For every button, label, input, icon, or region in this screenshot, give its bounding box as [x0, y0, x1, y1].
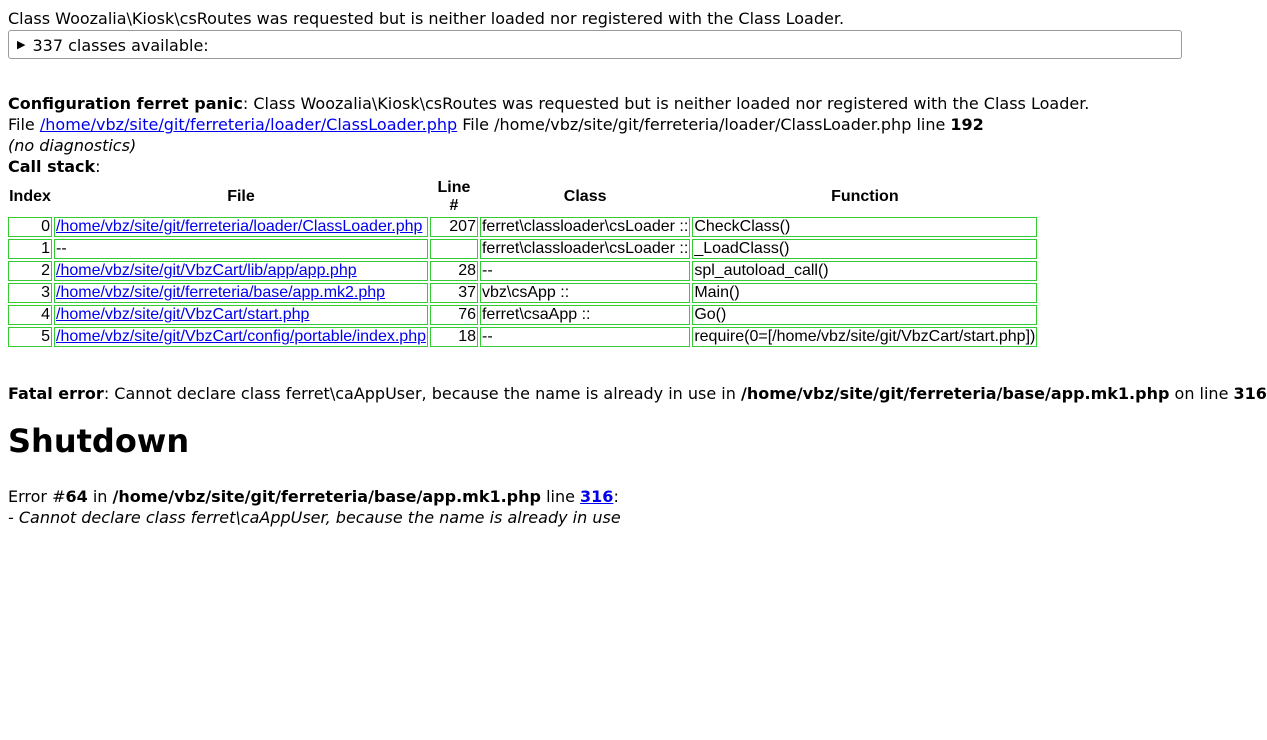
classes-disclosure[interactable]	[8, 30, 1182, 59]
cell-index: 4	[8, 305, 52, 325]
fatal-online: on line	[1169, 384, 1234, 403]
cell-file	[54, 305, 428, 325]
panic-label: Configuration ferret panic	[8, 94, 243, 113]
error-line-text: line	[540, 487, 581, 506]
cell-file	[54, 217, 428, 237]
panic-line-number: 192	[950, 115, 984, 134]
column-header-class: Class	[563, 188, 607, 205]
table-row	[8, 283, 1037, 303]
classes-summary-label: 337 classes available:	[32, 36, 209, 55]
table-row	[8, 217, 1037, 237]
panic-file-line	[8, 114, 1200, 135]
cell-function: _LoadClass()	[692, 239, 1037, 259]
cell-index: 2	[8, 261, 52, 281]
cell-class: --	[480, 327, 690, 347]
error-code: 64	[65, 487, 88, 506]
cell-line: 207	[430, 217, 478, 237]
cell-function: spl_autoload_call()	[692, 261, 1037, 281]
column-header-function: Function	[831, 188, 899, 205]
panic-file-text: File /home/vbz/site/git/ferreteria/loader/ClassLoader.php line	[457, 115, 951, 134]
triangle-right-icon: ▶	[17, 38, 26, 51]
class-request-message: Class Woozalia\Kiosk\csRoutes was requested but is neither loaded nor registered with the Class Loader.	[8, 9, 845, 28]
file-link[interactable]: /home/vbz/site/git/VbzCart/start.php	[56, 306, 310, 323]
cell-function: Main()	[692, 283, 1037, 303]
cell-class: ferret\csaApp ::	[480, 305, 690, 325]
column-header-line: Line #	[437, 179, 471, 214]
fatal-line-number: 316	[1233, 384, 1267, 403]
error-path: /home/vbz/site/git/ferreteria/base/app.mk1.php	[112, 487, 541, 506]
callstack-heading	[8, 156, 1200, 177]
cell-line	[430, 239, 478, 259]
cell-class: --	[480, 261, 690, 281]
table-row	[8, 239, 1037, 259]
cell-class: vbz\csApp ::	[480, 283, 690, 303]
cell-class: ferret\classloader\csLoader ::	[481, 218, 689, 235]
column-header-index: Index	[9, 188, 51, 205]
cell-file: --	[54, 239, 428, 259]
error-line-link[interactable]: 316	[580, 487, 614, 506]
error-colon: :	[613, 487, 619, 506]
classes-summary[interactable]	[17, 38, 1181, 54]
file-link[interactable]: /home/vbz/site/git/VbzCart/config/portable/index.php	[56, 328, 426, 345]
shutdown-error-line	[8, 486, 1200, 507]
panic-message: : Class Woozalia\Kiosk\csRoutes was requested but is neither loaded nor registered with the Class Loader.	[242, 94, 1090, 113]
cell-function: require(0=[/home/vbz/site/git/VbzCart/start.php])	[694, 328, 1036, 345]
file-link[interactable]: /home/vbz/site/git/ferreteria/loader/ClassLoader.php	[56, 218, 423, 235]
panic-file-link[interactable]: /home/vbz/site/git/ferreteria/loader/ClassLoader.php	[39, 115, 458, 134]
cell-index: 3	[8, 283, 52, 303]
cell-index: 5	[8, 327, 52, 347]
cell-file	[54, 283, 428, 303]
table-row	[8, 305, 1037, 325]
table-header-row	[8, 179, 1037, 215]
cell-line: 18	[430, 327, 478, 347]
cell-class: ferret\classloader\csLoader ::	[481, 240, 689, 257]
fatal-path: /home/vbz/site/git/ferreteria/base/app.mk1.php	[740, 384, 1170, 403]
error-prefix: Error #	[8, 487, 66, 506]
error-in: in	[87, 487, 113, 506]
cell-index: 1	[8, 239, 52, 259]
file-prefix: File	[8, 115, 35, 134]
cell-line: 76	[430, 305, 478, 325]
shutdown-heading: Shutdown	[8, 422, 190, 460]
panic-heading	[8, 93, 1200, 114]
file-link[interactable]: /home/vbz/site/git/ferreteria/base/app.mk2.php	[56, 284, 386, 301]
cell-function: Go()	[692, 305, 1037, 325]
fatal-message: : Cannot declare class ferret\caAppUser, because the name is already in use in	[103, 384, 741, 403]
cell-line: 37	[430, 283, 478, 303]
table-row	[8, 261, 1037, 281]
column-header-file: File	[227, 188, 255, 205]
panic-block	[8, 93, 1200, 349]
cell-index: 0	[8, 217, 52, 237]
cell-file	[54, 327, 428, 347]
callstack-colon: :	[95, 157, 101, 176]
callstack-label: Call stack	[8, 157, 96, 176]
shutdown-error-detail: - Cannot declare class ferret\caAppUser, because the name is already in use	[8, 508, 621, 527]
fatal-error-line	[8, 383, 1267, 404]
diagnostics-note: (no diagnostics)	[8, 136, 137, 155]
call-stack-table	[6, 177, 1039, 349]
file-link[interactable]: /home/vbz/site/git/VbzCart/lib/app/app.php	[56, 262, 357, 279]
cell-file	[54, 261, 428, 281]
cell-line: 28	[430, 261, 478, 281]
table-row	[8, 327, 1037, 347]
fatal-label: Fatal error	[8, 384, 104, 403]
cell-function: CheckClass()	[692, 217, 1037, 237]
